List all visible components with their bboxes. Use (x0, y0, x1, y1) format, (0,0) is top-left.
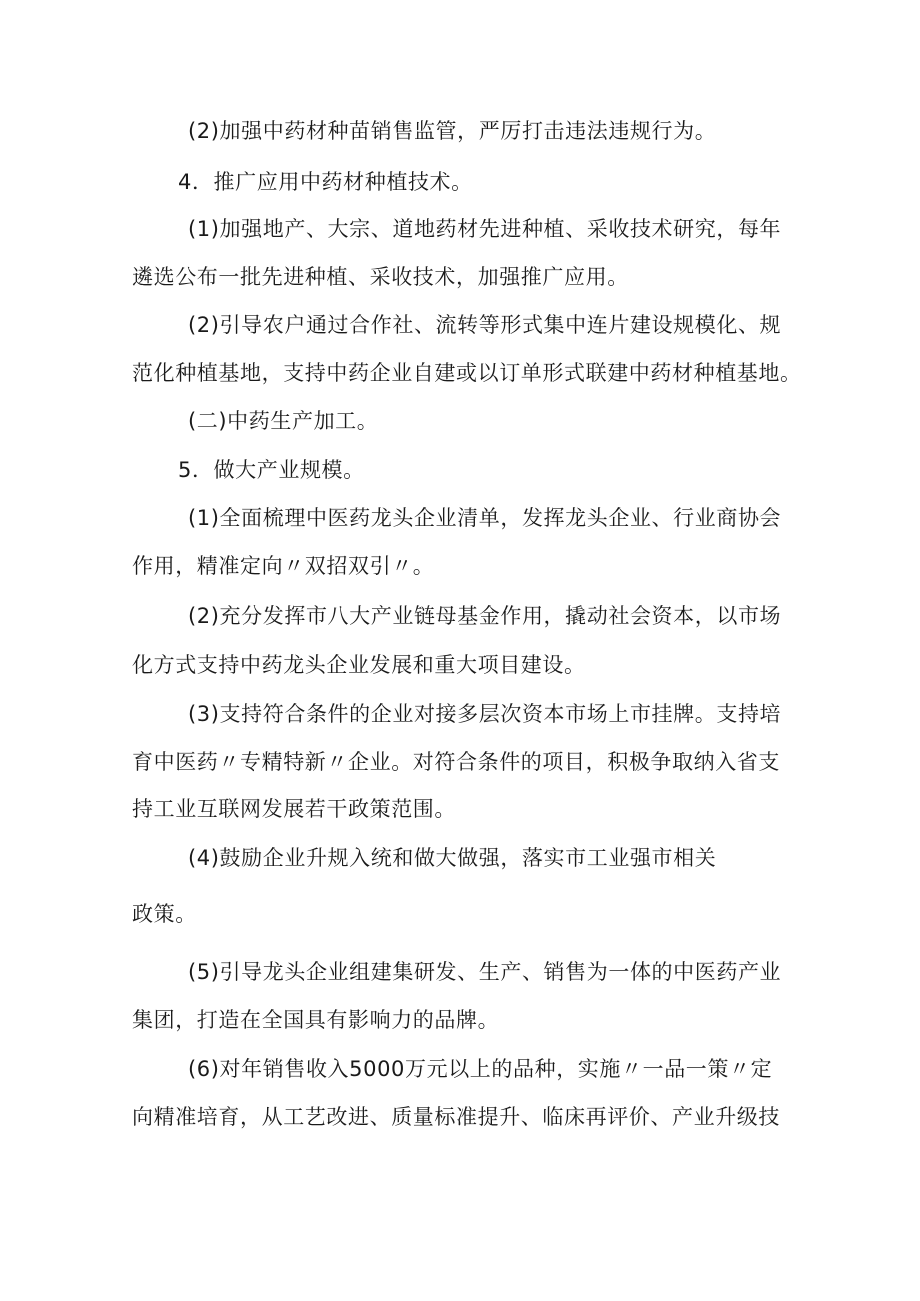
section-heading: 4．推广应用中药材种植技术。 (178, 170, 473, 194)
text-line: 化方式支持中药龙头企业发展和重大项目建设。 (132, 653, 586, 677)
text-line: (6)对年销售收入5000万元以上的品种，实施〃一品一策〃定 (188, 1057, 773, 1081)
text-line: 作用，精准定向〃双招双引〃。 (132, 554, 435, 578)
text-line: (5)引导龙头企业组建集研发、生产、销售为一体的中医药产业 (188, 960, 782, 984)
text-line: 向精准培育，从工艺改进、质量标准提升、临床再评价、产业升级技 (132, 1105, 780, 1129)
section-heading: 5．做大产业规模。 (178, 458, 365, 482)
text-line: (1)加强地产、大宗、道地药材先进种植、采收技术研究，每年 (188, 217, 782, 241)
text-line: (3)支持符合条件的企业对接多层次资本市场上市挂牌。支持培 (188, 702, 782, 726)
text-line: 政策。 (132, 902, 197, 926)
text-line: (2)加强中药材种苗销售监管，严厉打击违法违规行为。 (188, 119, 717, 143)
text-line: (2)充分发挥市八大产业链母基金作用，撬动社会资本，以市场 (188, 604, 782, 628)
text-line: (2)引导农户通过合作社、流转等形式集中连片建设规模化、规 (188, 313, 782, 337)
text-line: 持工业互联网发展若干政策范围。 (132, 797, 456, 821)
section-heading: (二)中药生产加工。 (188, 409, 379, 433)
text-line: 育中医药〃专精特新〃企业。对符合条件的项目，积极争取纳入省支 (132, 750, 780, 774)
text-line: (4)鼓励企业升规入统和做大做强，落实市工业强市相关 (188, 846, 717, 870)
text-line: 集团，打造在全国具有影响力的品牌。 (132, 1008, 500, 1032)
text-line: 遴选公布一批先进种植、采收技术，加强推广应用。 (132, 265, 629, 289)
text-line: 范化种植基地，支持中药企业自建或以订单形式联建中药材种植基地。 (132, 361, 802, 385)
text-line: (1)全面梳理中医药龙头企业清单，发挥龙头企业、行业商协会 (188, 506, 782, 530)
